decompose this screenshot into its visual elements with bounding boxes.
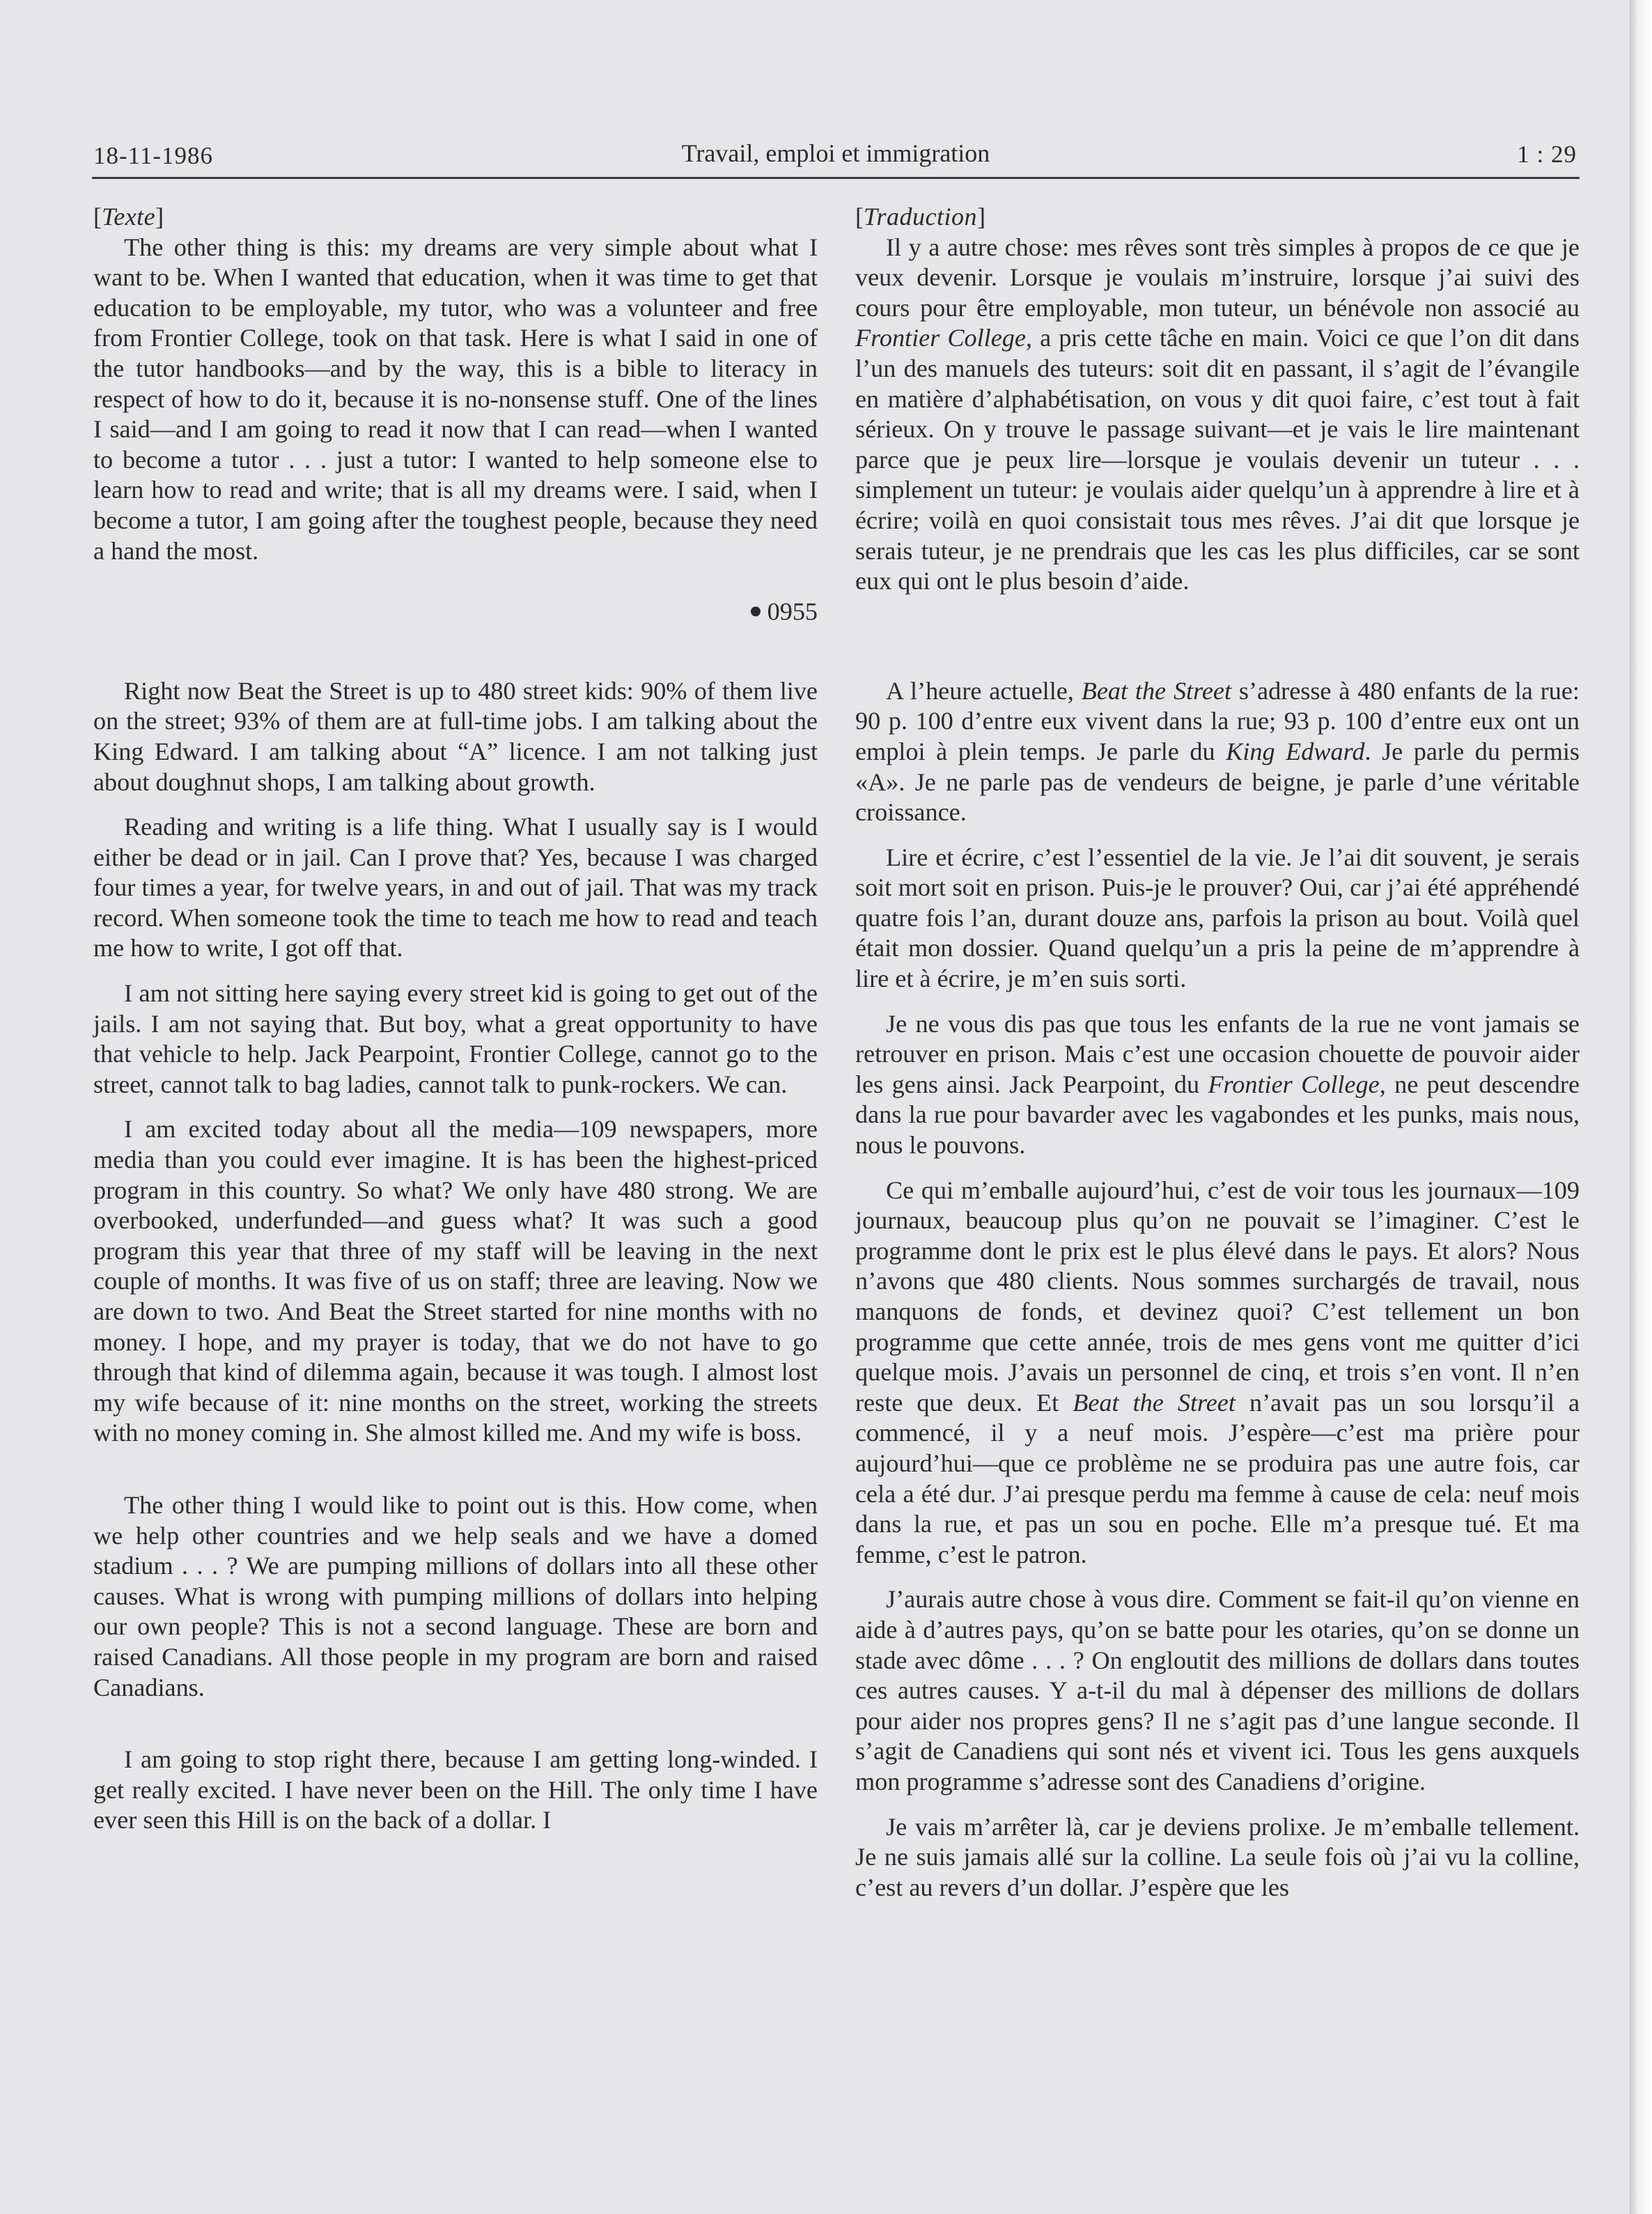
- french-paragraph: Je vais m’arrêter là, car je deviens prolixe. Je m’emballe tellement. Je ne suis jamais allé sur la colline. La seule fois où j’ai vu la colline, c’est au revers d’un dollar. J’espère que les: [855, 1812, 1580, 1901]
- english-paragraph: I am not sitting here saying every street kid is going to get out of the jails. I am not saying that. But boy, what a great opportunity to have that vehicle to help. Jack Pearpoint, Frontier College, cannot go to the street, cannot talk to bag ladies, cannot talk to punk-rockers. We can.: [93, 979, 818, 1098]
- header-date: 18-11-1986: [93, 142, 214, 169]
- french-paragraph: Lire et écrire, c’est l’essentiel de la vie. Je l’ai dit souvent, je serais soit mort soit en prison. Puis-je le prouver? Oui, car j’ai été appréhendé quatre fois l’an, durant douze ans, parfois la prison au bout. Voilà quel était mon dossier. Quand quelqu’un a pris la peine de m’apprendre à lire et à écrire, je m’en suis sorti.: [855, 843, 1580, 993]
- timestamp-value: 0955: [767, 598, 818, 626]
- text-label-word: Texte: [102, 203, 156, 231]
- page-edge: [1630, 0, 1652, 2214]
- french-paragraph: Il y a autre chose: mes rêves sont très simples à propos de ce que je veux devenir. Lorsque je voulais m’instruire, lorsque j’ai suivi des cours pour être employable, mon tuteur, un bénévole non associé au Frontier College, a pris cette tâche en main. Voici ce que l’on dit dans l’un des manuels des tuteurs: soit dit en passant, il s’agit de l’évangile en matière d’alphabétisation, on vous y dit quoi faire, c’est tout à fait sérieux. On y trouve le passage suivant—et je vais le lire maintenant parce que je peux lire—lorsque je voulais devenir un tuteur . . . simplement un tuteur: je voulais aider quelqu’un à apprendre à lire et à écrire; voilà en quoi consistait tous mes rêves. J’ai dit que lorsque je serais tuteur, je ne prendrais que les cas les plus difficiles, car se sont eux qui ont le plus besoin d’aide.: [855, 233, 1580, 595]
- french-paragraph: A l’heure actuelle, Beat the Street s’adresse à 480 enfants de la rue: 90 p. 100 d’entre eux vivent dans la rue; 93 p. 100 d’entre eux ont un emploi à plein temps. Je parle du King Edward. Je parle du permis «A». Je ne parle pas de vendeurs de beigne, je parle d’une véritable croissance.: [855, 676, 1580, 827]
- english-paragraph: The other thing I would like to point out is this. How come, when we help other countries and we help seals and we have a domed stadium . . . ? We are pumping millions of dollars into all these other causes. What is wrong with pumping millions of dollars into helping our own people? This is not a second language. These are born and raised Canadians. All those people in my program are born and raised Canadians.: [93, 1490, 818, 1701]
- english-paragraph: I am going to stop right there, because I am getting long-winded. I get really excited. I have never been on the Hill. The only time I have ever seen this Hill is on the back of a dollar. I: [93, 1745, 818, 1834]
- english-paragraph: Right now Beat the Street is up to 480 street kids: 90% of them live on the street; 93% of them are at full-time jobs. I am talking about the King Edward. I am talking about “A” licence. I am not talking just about doughnut shops, I am talking about growth.: [93, 676, 818, 796]
- english-paragraph: Reading and writing is a life thing. What I usually say is I would either be dead or in jail. Can I prove that? Yes, because I was charged four times a year, for twelve years, in and out of jail. That was my track record. When someone took the time to teach me how to read and teach me how to write, I got off that.: [93, 813, 818, 962]
- header-page-number: 1 : 29: [1517, 141, 1577, 168]
- running-header: [92, 137, 1580, 179]
- french-paragraph: Je ne vous dis pas que tous les enfants de la rue ne vont jamais se retrouver en prison. Mais c’est une occasion chouette de pouvoir aider les gens ainsi. Jack Pearpoint, du Frontier College, ne peut descendre dans la rue pour bavarder avec les vagabondes et les punks, mais nous, nous le pouvons.: [855, 1009, 1580, 1160]
- french-paragraph: J’aurais autre chose à vous dire. Comment se fait-il qu’on vienne en aide à d’autres pays, qu’on se batte pour les otaries, qu’on se donne un stade avec dôme . . . ? On engloutit des millions de dollars dans toutes ces autres causes. Y a-t-il du mal à dépenser des millions de dollars pour aider nos propres gens? Il ne s’agit pas d’une langue seconde. Il s’agit de Canadiens qui sont nés et vivent ici. Tous les gens auxquels mon programme s’adresse sont des Canadiens d’origine.: [855, 1585, 1580, 1795]
- english-column: [93, 202, 818, 1836]
- header-title: Travail, emploi et immigration: [681, 139, 990, 167]
- text-label: [Texte]: [93, 203, 164, 231]
- translation-label-word: Traduction: [864, 203, 978, 231]
- english-paragraph: I am excited today about all the media—109 newspapers, more media than you could ever imagine. It is has been the highest-priced program in this country. So what? We only have 480 strong. We are overbooked, underfunded—and guess what? It was such a good program this year that three of my staff will be leaving in the next couple of months. It was five of us on staff; three are leaving. Now we are down to two. And Beat the Street started for nine months with no money. I hope, and my prayer is today, that we do not have to go through that kind of dilemma again, because it was tough. I almost lost my wife because of it: nine months on the street, working the streets with no money coming in. She almost killed me. And my wife is boss.: [93, 1115, 818, 1447]
- bullet-icon: [751, 607, 761, 616]
- translation-label: [Traduction]: [855, 203, 986, 231]
- english-paragraph: The other thing is this: my dreams are very simple about what I want to be. When I wanted that education, when it was time to get that education to be employable, my tutor, who was a volunteer and free from Frontier College, took on that task. Here is what I said in one of the tutor handbooks—and by the way, this is a bible to literacy in respect of how to do it, because it is no-nonsense stuff. One of the lines I said—and I am going to read it now that I can read—when I wanted to become a tutor . . . just a tutor: I wanted to help someone else to learn how to read and write; that is all my dreams were. I said, when I become a tutor, I am going after the toughest people, because they need a hand the most.: [93, 233, 818, 565]
- french-paragraph: Ce qui m’emballe aujourd’hui, c’est de voir tous les journaux—109 journaux, beaucoup plus qu’on ne pouvait se l’imaginer. C’est le programme dont le prix est le plus élevé dans le pays. Et alors? Nous n’avons que 480 clients. Nous sommes surchargés de travail, nous manquons de fonds, et devinez quoi? C’est tellement un bon programme que cette année, trois de mes gens vont me quitter d’ici quelque mois. J’avais un personnel de cinq, et trois s’en vont. Il n’en reste que deux. Et Beat the Street n’avait pas un sou lorsqu’il a commencé, il y a neuf mois. J’espère—c’est ma prière pour aujourd’hui—que ce problème ne se produira pas une autre fois, car cela a été dur. J’ai presque perdu ma femme à cause de cela: neuf mois dans la rue, et pas un sou en poche. Elle m’a presque tué. Et ma femme, c’est le patron.: [855, 1176, 1580, 1568]
- timestamp: [93, 597, 818, 627]
- french-column: [855, 202, 1580, 1903]
